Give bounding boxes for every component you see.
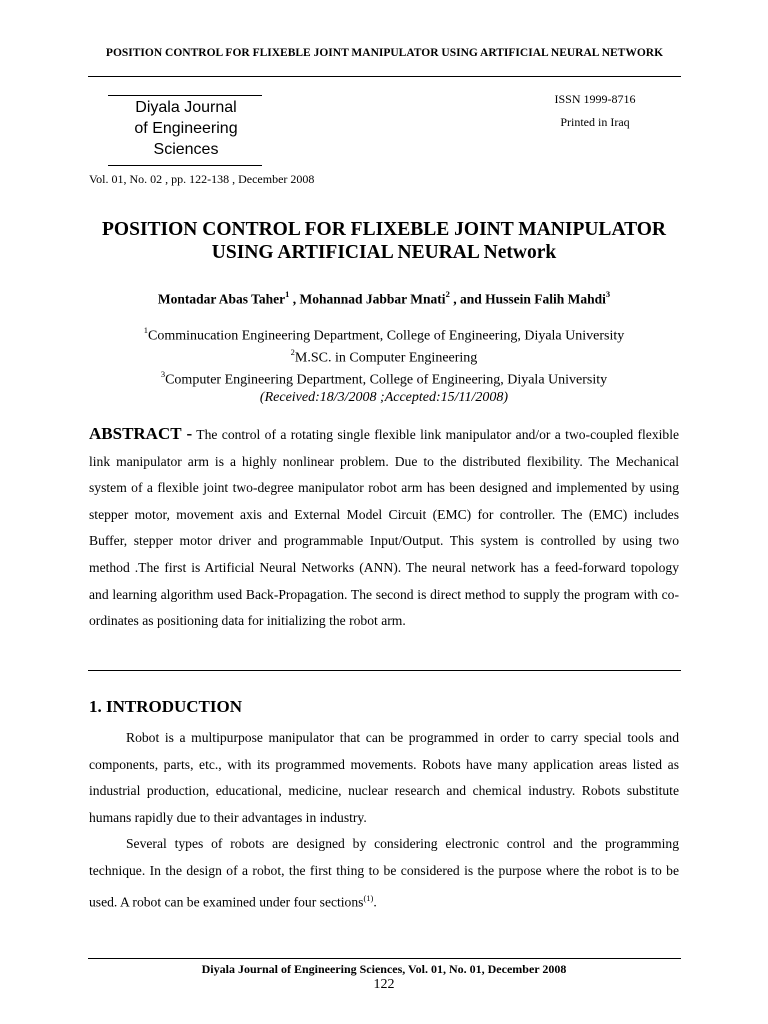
journal-name [108,97,264,160]
journal-box-bottom-rule [108,165,262,166]
affiliation [60,367,708,389]
journal-name-line3: Sciences [153,141,219,158]
paragraph-text: Several types of robots are designed by considering electronic control and the programming technique. In the design of a robot, the first thing to be considered is the purpose where the robot is to be used. A robot can be examined under four sections [89,836,679,910]
affiliation-text: M.SC. in Computer Engineering [294,350,478,366]
journal-name-line1: Diyala Journal [135,99,237,116]
abstract [89,421,679,635]
author-sep: , [289,291,300,307]
paragraph [89,831,679,915]
running-head: POSITION CONTROL FOR FLIXEBLE JOINT MANIPULATOR USING ARTIFICIAL NEURAL NETWORK [105,47,664,59]
page-number: 122 [373,977,395,992]
affiliations [60,323,708,407]
section-heading-introduction: 1. INTRODUCTION [89,697,243,716]
journal-name-line2: of Engineering [134,120,238,137]
footer-citation: Diyala Journal of Engineering Sciences, Vol. 01, No. 01, December 2008 [201,962,567,976]
footer-rule [88,958,681,959]
author-sup: 1 [285,289,290,299]
introduction-body [89,725,679,916]
citation-ref: (1) [363,892,374,903]
abstract-rule [88,670,681,671]
issn: ISSN 1999-8716 [554,92,636,106]
affiliation-sup: 1 [143,325,148,335]
printed-in: Printed in Iraq [560,115,630,129]
header-rule [88,76,681,77]
author-sup: 3 [605,289,611,299]
affiliation [60,345,708,367]
journal-box-top-rule [108,95,262,96]
author-sup: 2 [445,289,450,299]
author-list [60,290,708,308]
author-name: Montadar Abas Taher [157,291,286,307]
affiliation [60,323,708,345]
author-name: Mohannad Jabbar Mnati [299,291,446,307]
author-name: and Hussein Falih Mahdi [459,291,606,307]
abstract-heading: ABSTRACT - [89,424,193,443]
affiliation-text: Comminucation Engineering Department, College of Engineering, Diyala University [147,328,625,344]
paper-title-line2: USING ARTIFICIAL NEURAL Network [211,242,557,263]
received-dates: (Received:18/3/2008 ;Accepted:15/11/2008) [259,390,509,406]
affiliation-text: Computer Engineering Department, College of Engineering, Diyala University [165,372,608,388]
paragraph: Robot is a multipurpose manipulator that can be programmed in order to carry special tools and components, parts, etc., with its programmed movements. Robots have many application areas listed as industrial production, educational, medicine, nuclear research and chemical industry. Robots substitute humans rapidly due to their advantages in industry. [89,730,679,825]
affiliation-sup: 3 [160,369,166,380]
paper-title [60,218,708,264]
paragraph-end: . [373,894,377,910]
author-sep: , [449,291,460,307]
volume-info: Vol. 01, No. 02 , pp. 122-138 , December 2008 [89,172,315,186]
paper-title-line1: POSITION CONTROL FOR FLIXEBLE JOINT MANIPULATOR [102,219,666,240]
abstract-text: The control of a rotating single flexible link manipulator and/or a two-coupled flexible link manipulator arm is a highly nonlinear problem. Due to the distributed flexibility. The Mechanical system of a flexible joint two-degree manipulator robot arm has been designed and implemented by using stepper motor, movement axis and External Model Circuit (EMC) for controller. The (EMC) includes Buffer, stepper motor driver and programmable Input/Output. This system is controlled by using two method .The first is Artificial Neural Networks (ANN). The neural network has a feed-forward topology and learning algorithm used Back-Propagation. The second is direct method to supply the program with co-ordinates as positioning data for initializing the robot arm. [89,427,680,629]
affiliation-sup: 2 [290,347,295,358]
